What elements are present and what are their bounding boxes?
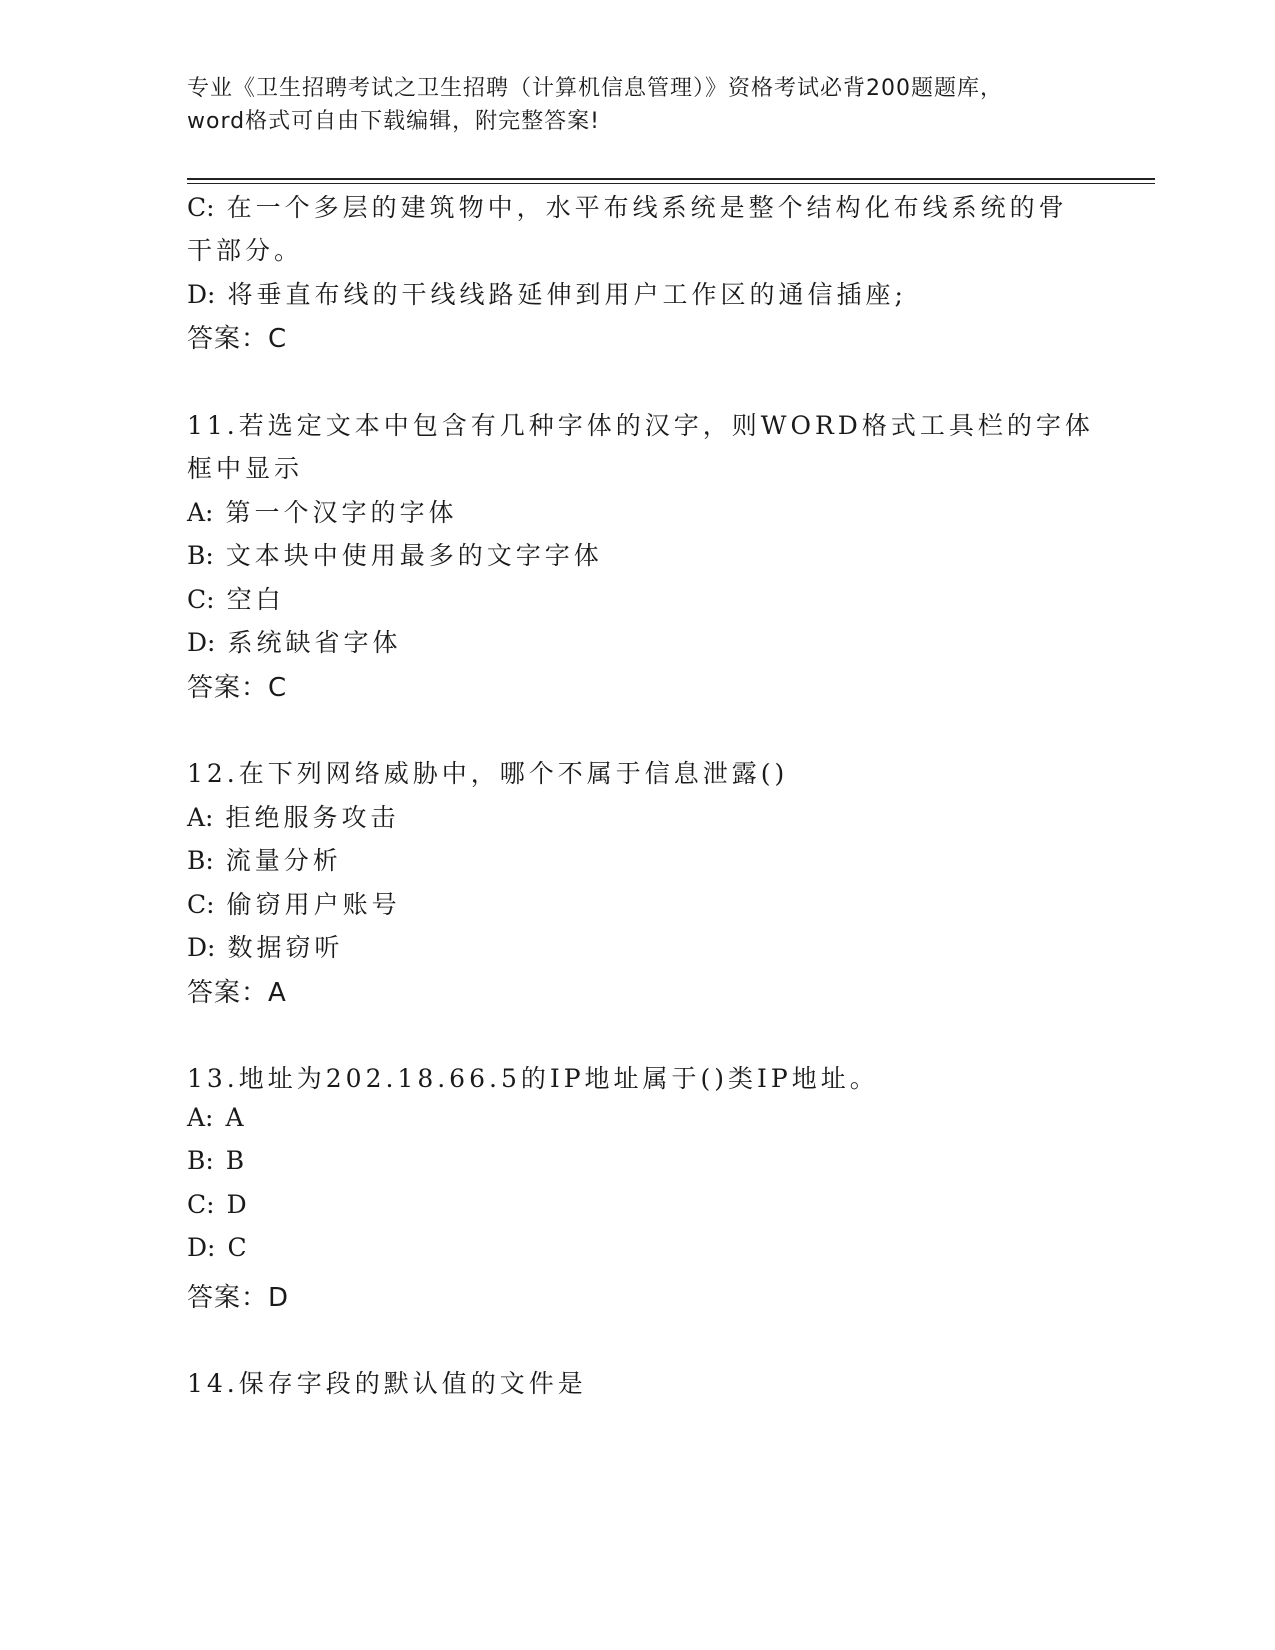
- q10-option-d: [187, 275, 907, 311]
- header-line-1: 专业《卫生招聘考试之卫生招聘（计算机信息管理）》资格考试必背200题题库，: [187, 76, 1003, 101]
- option-label: D:: [187, 1233, 216, 1262]
- option-text: 流量分析: [225, 846, 342, 875]
- option-text: 偷窃用户账号: [226, 890, 401, 919]
- option-text: B: [225, 1146, 249, 1175]
- option-label: C:: [187, 1190, 215, 1219]
- q11-option-a: [187, 493, 458, 529]
- q11-answer: 答案：C: [187, 673, 288, 703]
- option-label: A:: [187, 803, 214, 832]
- option-text: 第一个汉字的字体: [225, 498, 458, 527]
- option-label: C:: [187, 890, 215, 919]
- header-divider-thick: [187, 178, 1155, 180]
- q14-stem: 14.保存字段的默认值的文件是: [187, 1369, 587, 1398]
- q12-option-c: [187, 885, 401, 921]
- option-text: 系统缺省字体: [227, 628, 402, 657]
- q12-option-a: [187, 798, 400, 834]
- option-label: B:: [187, 541, 214, 570]
- q11-option-d: [187, 623, 401, 659]
- option-text: 空白: [226, 585, 285, 614]
- option-label: A:: [187, 498, 214, 527]
- option-label: D:: [187, 628, 216, 657]
- option-label: A:: [187, 1103, 214, 1132]
- option-label: C:: [187, 193, 215, 222]
- q12-stem: 12.在下列网络威胁中，哪个不属于信息泄露(): [187, 759, 789, 788]
- option-label: B:: [187, 846, 214, 875]
- option-text: 文本块中使用最多的文字字体: [225, 541, 603, 570]
- option-label: D:: [187, 933, 216, 962]
- q11-stem: 11.若选定文本中包含有几种字体的汉字，则WORD格式工具栏的字体: [187, 411, 1094, 440]
- option-text: D: [226, 1190, 251, 1219]
- q10-answer: 答案：C: [187, 324, 288, 354]
- q12-answer: 答案：A: [187, 978, 287, 1008]
- q12-option-d: [187, 928, 343, 964]
- q13-option-a: [187, 1103, 248, 1132]
- q13-option-d: [187, 1233, 251, 1262]
- header-divider-thin: [187, 183, 1155, 184]
- q13-answer: 答案：D: [187, 1283, 290, 1313]
- option-label: B:: [187, 1146, 214, 1175]
- q11-option-c: [187, 580, 285, 616]
- option-text: A: [225, 1103, 248, 1132]
- option-label: D:: [187, 280, 216, 309]
- option-text: 数据窃听: [227, 933, 344, 962]
- q12-option-b: [187, 841, 342, 877]
- q13-option-b: [187, 1146, 248, 1175]
- option-text: 在一个多层的建筑物中，水平布线系统是整个结构化布线系统的骨: [226, 193, 1068, 222]
- document-header: [187, 72, 1087, 138]
- q13-stem: 13.地址为202.18.66.5的IP地址属于()类IP地址。: [187, 1064, 879, 1093]
- header-line-2: word格式可自由下载编辑，附完整答案!: [187, 109, 600, 134]
- q13-option-c: [187, 1190, 251, 1219]
- option-label: C:: [187, 585, 215, 614]
- q10-option-c-continued: 干部分。: [187, 236, 304, 265]
- q10-option-c: [187, 188, 1068, 224]
- q11-option-b: [187, 536, 603, 572]
- q11-stem-continued: 框中显示: [187, 454, 304, 483]
- option-text: 将垂直布线的干线线路延伸到用户工作区的通信插座;: [227, 280, 907, 309]
- option-text: 拒绝服务攻击: [225, 803, 400, 832]
- option-text: C: [227, 1233, 251, 1262]
